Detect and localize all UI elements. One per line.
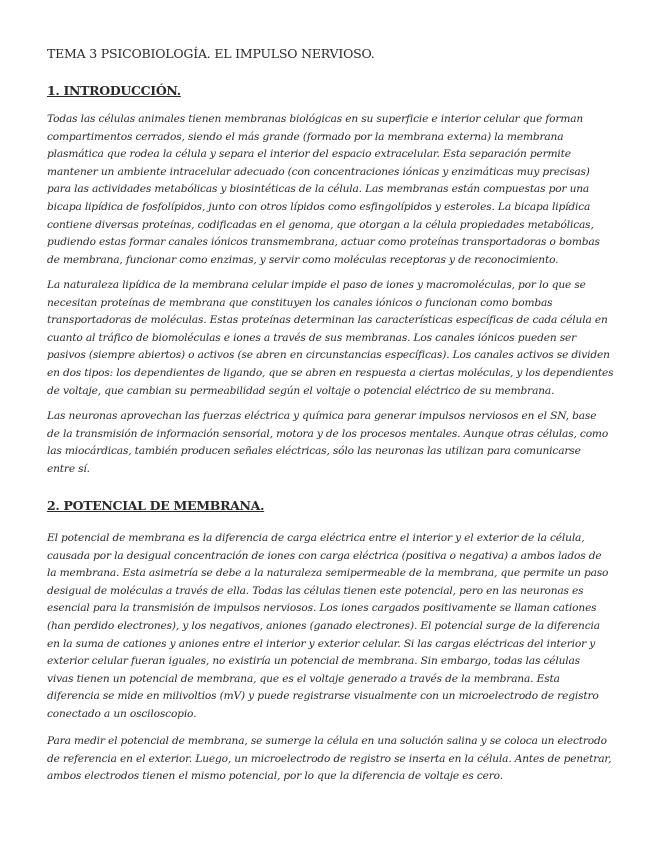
text-line: las miocárdicas, también producen señales eléctricas, sólo las neuronas las utilizan para comunicarse [47,445,581,458]
paragraph [47,733,613,786]
text-line: conectado a un osciloscopio. [47,707,197,720]
text-line: en la suma de cationes y aniones entre el interior y exterior celular. Si las cargas eléctricas del interior y [47,637,596,650]
text-line: en dos tipos: los dependientes de ligando, que se abren en respuesta a ciertas moléculas, y los dependientes [47,366,614,379]
section-heading-introduccion: 1. INTRODUCCIÓN. [47,83,181,98]
text-line: cuanto al tráfico de biomoléculas e iones a través de sus membranas. Los canales iónicos pueden ser [47,331,577,344]
text-line: de referencia en el exterior. Luego, un microelectrodo de registro se inserta en la célula. Antes de penetrar, [47,752,612,765]
paragraph [47,111,613,269]
text-line: (han perdido electrones), y los negativos, aniones (ganado electrones). El potencial surge de la diferencia [47,619,600,632]
text-line: plasmática que rodea la célula y separa el interior del espacio extracelular. Esta separación permite [47,148,571,161]
text-line: La naturaleza lipídica de la membrana celular impide el paso de iones y macromoléculas, por lo que se [47,279,586,291]
text-line: mantener un ambiente intracelular adecuado (con concentraciones iónicas y enzimáticas muy precisas) [47,165,590,178]
text-line: El potencial de membrana es la diferencia de carga eléctrica entre el interior y el exterior de la célula, [47,532,585,544]
text-line: exterior celular fueran iguales, no existiría un potencial de membrana. Sin embargo, todas las células [47,655,580,668]
text-line: desigual de moléculas a través de ella. Todas las células tienen este potencial, pero en las neuronas es [47,584,584,597]
text-line: vivas tienen un potencial de membrana, que es el voltaje generado a través de la membrana. Esta [47,672,560,685]
paragraph [47,277,613,400]
text-line: necesitan proteínas de membrana que constituyen los canales iónicos o funcionan como bombas [47,296,553,309]
paragraph [47,408,613,478]
text-line: bicapa lipídica de fosfolípidos, junto con otros lípidos como esfingolípidos y esteroles. La bicapa lipídica [47,200,591,213]
text-line: diferencia se mide en milivoltios (mV) y puede registrarse visualmente con un microelectrodo de registro [47,690,599,703]
text-line: entre sí. [47,462,90,475]
section-heading-potencial-de-membrana: 2. POTENCIAL DE MEMBRANA. [47,498,265,513]
document-title: TEMA 3 PSICOBIOLOGÍA. EL IMPULSO NERVIOSO. [47,46,375,61]
text-line: Para medir el potencial de membrana, se sumerge la célula en una solución salina y se coloca un electrodo [47,735,607,747]
text-line: la membrana. Esta asimetría se debe a la naturaleza semipermeable de la membrana, que permite un paso [47,567,609,580]
text-line: esencial para la transmisión de impulsos nerviosos. Los iones cargados positivamente se llaman cationes [47,602,597,615]
text-line: Las neuronas aprovechan las fuerzas eléctrica y química para generar impulsos nerviosos en el SN, base [47,410,597,422]
text-line: de la transmisión de información sensorial, motora y de los procesos mentales. Aunque otras células, como [47,427,609,440]
text-line: para las actividades metabólicas y biosintéticas de la célula. Las membranas están compuestas por una [47,183,590,196]
text-line: de membrana, funcionar como enzimas, y servir como moléculas receptoras y de reconocimiento. [47,253,559,266]
text-line: de voltaje, que cambian su permeabilidad según el voltaje o potencial eléctrico de su membrana. [47,384,555,397]
text-line: pudiendo estas formar canales iónicos transmembrana, actuar como proteínas transportadoras o bombas [47,236,600,249]
text-line: ambos electrodos tienen el mismo potencial, por lo que la diferencia de voltaje es cero. [47,770,503,783]
paragraph [47,530,613,724]
text-line: compartimentos cerrados, siendo el más grande (formado por la membrana externa) la membrana [47,130,564,143]
text-line: transportadoras de moléculas. Estas proteínas determinan las características específicas de cada célula en [47,314,608,327]
text-line: pasivos (siempre abiertos) o activos (se abren en circunstancias específicas). Los canales activos se dividen [47,349,610,362]
text-line: causada por la desigual concentración de iones con carga eléctrica (positiva o negativa) a ambos lados de [47,549,602,562]
text-line: contiene diversas proteínas, codificadas en el genoma, que otorgan a la célula propiedades metabólicas, [47,218,594,231]
text-line: Todas las células animales tienen membranas biológicas en su superficie e interior celular que forman [47,113,584,125]
